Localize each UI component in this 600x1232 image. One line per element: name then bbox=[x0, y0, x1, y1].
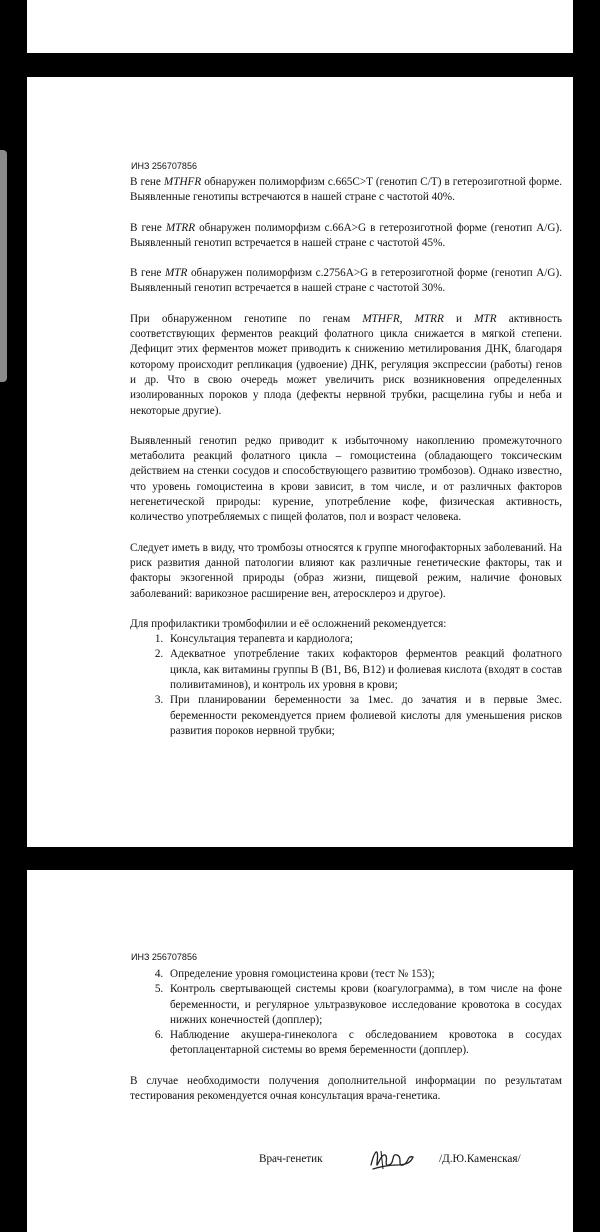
signature-block bbox=[27, 1143, 573, 1183]
gene-name: MTHFR bbox=[163, 176, 202, 188]
recommendation-item: 5. Контроль свертывающей системы крови (коагулограмма), в том числе на фоне беременности, и регулярное ультразвуковое исследование кровотока в сосудах нижних конечностей (допплер); bbox=[166, 982, 562, 1028]
recommendations-intro: Для профилактики тромбофилии и её осложнений рекомендуется: bbox=[130, 617, 447, 630]
signer-name: /Д.Ю.Каменская/ bbox=[439, 1153, 521, 1165]
paragraph-mtrr: В гене MTRR обнаружен полиморфизм c.66A>G в гетерозиготной форме (генотип A/G). Выявленный генотип встречается в нашей стране с частотой 45%. bbox=[130, 221, 562, 249]
document-page-1 bbox=[27, 77, 573, 847]
paragraph-enzyme-activity: При обнаруженном генотипе по генам MTHFR, MTRR и MTR активность соответствующих ферментов реакций фолатного цикла снижается в мягкой степени. Дефицит этих ферментов может приводить к снижению метилирования ДНК, благодаря которому происходит репликация (удвоение) ДНК, регуляция экспрессии (работы) генов и др. Что в свою очередь может увеличить риск возникновения определенных изолированных пороков у плода (дефекты нервной трубки, расщелина губы и неба и некоторые другие). bbox=[130, 312, 563, 417]
signer-role: Врач-генетик bbox=[259, 1153, 323, 1165]
scrollbar-handle[interactable] bbox=[0, 150, 7, 382]
paragraph-mthfr: В гене MTHFR обнаружен полиморфизм c.665C>T (генотип C/T) в гетерозиготной форме. Выявленные генотипы встречаются в нашей стране с частотой 40%. bbox=[130, 176, 562, 204]
gene-name: MTR bbox=[164, 267, 188, 280]
document-body bbox=[130, 967, 562, 1119]
paragraph-homocysteine: Выявленный генотип редко приводит к избыточному накоплению промежуточного метаболита реакций фолатного цикла – гомоцистеина (обладающего токсическим действием на стенки сосудов и способствующего развитию тромбозов). Однако известно, что уровень гомоцистеина в крови зависит, в том числе, и от различных факторов негенетической природы: курение, употребление кофе, физическая активность, количество употребляемых с пищей фолатов, пол и возраст человека. bbox=[130, 434, 562, 524]
recommendation-item: 3. При планировании беременности за 1мес. до зачатия и в первые 3мес. беременности рекомендуется прием фолиевой кислоты для уменьшения рисков развития пороков нервной трубки; bbox=[166, 693, 562, 739]
paragraph-mtr: В гене MTR обнаружен полиморфизм c.2756A>G в гетерозиготной форме (генотип A/G). Выявленный генотип встречается в нашей стране с частотой 30%. bbox=[130, 267, 562, 295]
recommendation-item: 2. Адекватное употребление таких кофакторов ферментов реакций фолатного цикла, как витамины группы В (В1, В6, В12) и фолиевая кислота (входят в состав поливитаминов), и контроль их уровня в крови; bbox=[166, 647, 562, 693]
recommendations-list bbox=[130, 632, 562, 739]
gene-name: MTRR bbox=[165, 221, 196, 234]
recommendation-item: 4. Определение уровня гомоцистеина крови (тест № 153); bbox=[166, 967, 562, 982]
recommendations-list-continued bbox=[130, 967, 562, 1059]
document-page-previous bbox=[27, 0, 573, 53]
handwritten-signature bbox=[367, 1143, 417, 1180]
closing-paragraph: В случае необходимости получения дополнительной информации по результатам тестирования рекомендуется очная консультация врача-генетика. bbox=[130, 1074, 562, 1103]
document-id: ИНЗ 256707856 bbox=[131, 161, 197, 171]
document-page-2 bbox=[27, 870, 573, 1232]
recommendation-item: 1. Консультация терапевта и кардиолога; bbox=[166, 632, 562, 647]
document-body bbox=[130, 175, 562, 739]
document-id: ИНЗ 256707856 bbox=[131, 952, 197, 962]
recommendation-item: 6. Наблюдение акушера-гинеколога с обследованием кровотока в сосудах фетоплацентарной системы во время беременности (допплер). bbox=[166, 1028, 562, 1059]
paragraph-multifactorial: Следует иметь в виду, что тромбозы относятся к группе многофакторных заболеваний. На риск развития данной патологии влияют как различные генетические факторы, так и факторы экзогенной природы (образ жизни, пищевой режим, наличие фоновых заболеваний: варикозное расширение вен, атеросклероз и другое). bbox=[130, 541, 562, 600]
